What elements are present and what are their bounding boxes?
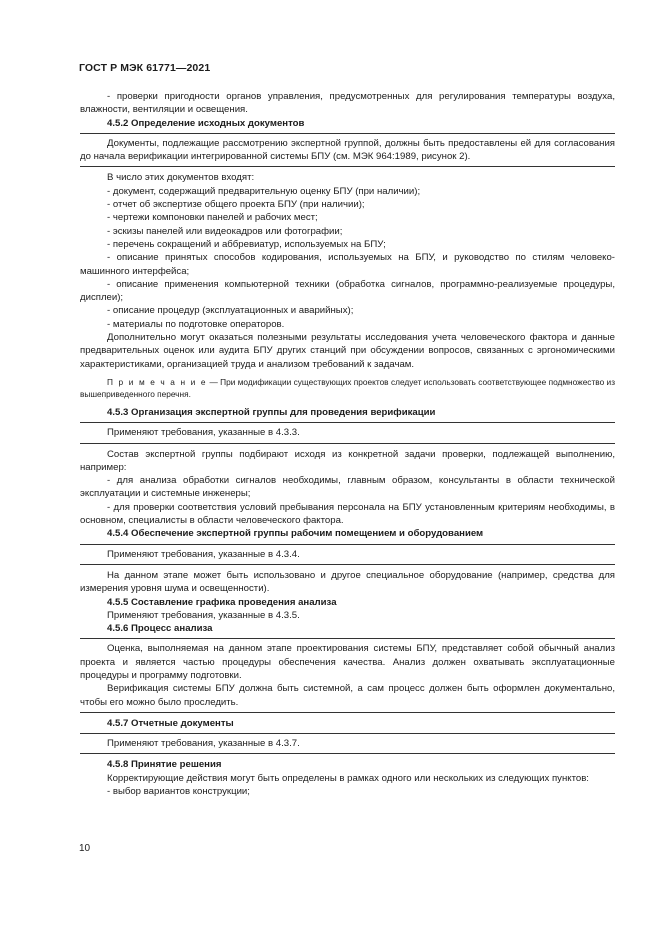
section-heading-4-5-4: 4.5.4 Обеспечение экспертной группы рабочим помещением и оборудованием — [107, 528, 484, 540]
box-text: Верификация системы БПУ должна быть системной, а сам процесс должен быть оформлен документально, чтобы его можно было проследить. — [80, 683, 615, 708]
list-item: - описание принятых способов кодирования, используемых на БПУ, и руководство по стилям человеко-машинного интерфейса; — [80, 252, 615, 277]
list-item: - перечень сокращений и аббревиатур, используемых на БПУ; — [107, 238, 386, 250]
list-item: - отчет об экспертизе общего проекта БПУ (при наличии); — [107, 199, 365, 211]
box-text: Оценка, выполняемая на данном этапе проектирования системы БПУ, представляет собой обычный анализ проекта и является частью процедуры обеспечения качества. Анализ должен охватывать эксплуатационные процедуры и программу подготовки. — [80, 643, 615, 681]
list-item: - материалы по подготовке операторов. — [107, 318, 285, 330]
list-item: - чертежи компоновки панелей и рабочих мест; — [107, 212, 318, 224]
note-text: — При модификации существующих проектов следует использовать соответствующее подмножество из вышеприведенного перечня. — [80, 376, 615, 399]
page-header: ГОСТ Р МЭК 61771—2021 — [79, 62, 211, 74]
section-heading-4-5-3: 4.5.3 Организация экспертной группы для проведения верификации — [107, 406, 436, 418]
box-text: Применяют требования, указанные в 4.3.3. — [107, 427, 300, 439]
section-heading-4-5-6: 4.5.6 Процесс анализа — [107, 623, 213, 635]
paragraph: Корректирующие действия могут быть определены в рамках одного или нескольких из следующих пунктов: — [107, 772, 589, 784]
paragraph: Применяют требования, указанные в 4.3.5. — [107, 609, 300, 621]
page-number: 10 — [79, 843, 91, 854]
paragraph: Дополнительно могут оказаться полезными результаты исследования учета человеческого фактора и данные предварительных оценок или аудита БПУ других станций при обсуждении вопросов, связанных с эргономическими характеристиками, организацией труда и анализом требований к задачам. — [80, 332, 615, 370]
list-item: - документ, содержащий предварительную оценку БПУ (при наличии); — [107, 185, 421, 197]
section-heading-4-5-5: 4.5.5 Составление графика проведения анализа — [107, 596, 337, 608]
box-text: Документы, подлежащие рассмотрению экспертной группой, должны быть предоставлены ей для согласования до начала верификации интегрированной системы БПУ (см. МЭК 964:1989, рисунок 2). — [80, 137, 615, 163]
list-item: - для проверки соответствия условий пребывания персонала на БПУ установленным критериям необходимы, в основном, специалисты в области человеческого фактора. — [80, 501, 615, 527]
note — [80, 376, 615, 400]
box-text: Применяют требования, указанные в 4.3.4. — [107, 548, 300, 560]
paragraph: В число этих документов входят: — [107, 172, 255, 184]
page-content — [80, 90, 615, 798]
requirement-box — [80, 544, 615, 565]
list-item: - описание применения компьютерной техники (обработка сигналов, программно-реализуемые процедуры, дисплеи); — [80, 278, 615, 304]
paragraph: На данном этапе может быть использовано и другое специальное оборудование (например, средства для измерения уровня шума и освещенности). — [80, 569, 615, 595]
requirement-box — [80, 733, 615, 754]
list-item: - для анализа обработки сигналов необходимы, главным образом, консультанты в области технической эксплуатации и системные инженеры; — [80, 475, 615, 500]
list-item: - выбор вариантов конструкции; — [107, 786, 250, 798]
requirement-box — [80, 422, 615, 443]
list-item: - эскизы панелей или видеокадров или фотографии; — [107, 225, 343, 237]
section-heading-4-5-7: 4.5.7 Отчетные документы — [107, 717, 234, 729]
note-label: П р и м е ч а н и е — [107, 376, 208, 387]
list-item: - описание процедур (эксплуатационных и аварийных); — [107, 305, 354, 317]
paragraph: Состав экспертной группы подбирают исходя из конкретной задачи проверки, подлежащей выполнению, например: — [80, 448, 615, 473]
section-heading-4-5-8: 4.5.8 Принятие решения — [107, 759, 222, 771]
section-heading-4-5-2: 4.5.2 Определение исходных документов — [107, 117, 305, 129]
requirement-box — [80, 638, 615, 712]
requirement-box — [80, 133, 615, 168]
box-text: Применяют требования, указанные в 4.3.7. — [107, 738, 300, 750]
list-item: - проверки пригодности органов управления, предусмотренных для регулирования температуры воздуха, влажности, вентиляции и освещения. — [80, 91, 615, 116]
